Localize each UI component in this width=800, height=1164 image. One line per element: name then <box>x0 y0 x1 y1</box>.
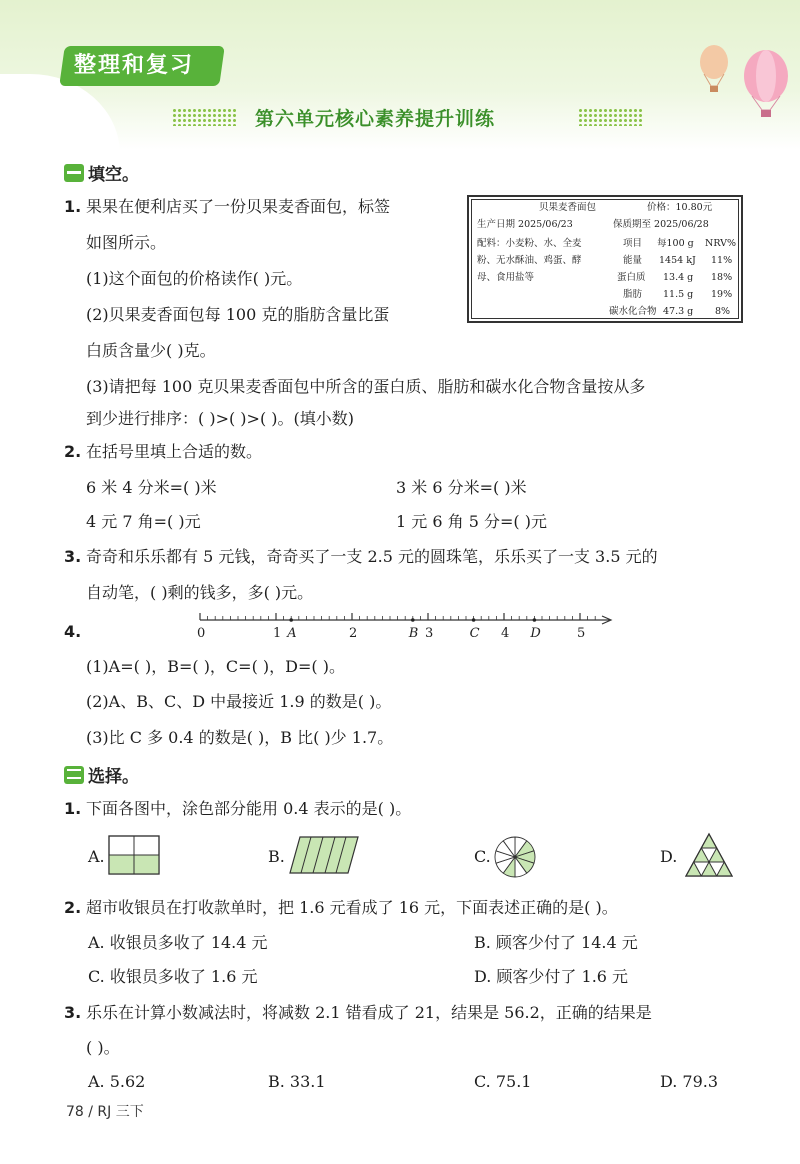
label-ingredients-3: 母、食用盐等 <box>477 272 535 283</box>
label-price: 价格：10.80元 <box>647 202 713 213</box>
number-line-point <box>289 618 293 622</box>
number-line-tick-label: 5 <box>577 626 586 641</box>
q1-text-line2: 如图所示。 <box>86 233 167 252</box>
q1-sub1: (1)这个面包的价格读作( )元。 <box>86 269 303 288</box>
number-line-tick-label: 0 <box>197 626 206 641</box>
option-d-label: D. <box>660 847 678 866</box>
label-row-per: 13.4 g <box>663 272 694 283</box>
number-line-point <box>533 618 537 622</box>
q4-number: 4. <box>64 622 82 641</box>
option-d-figure[interactable] <box>684 832 734 878</box>
label-row-nrv: 19% <box>711 289 733 300</box>
number-line-point-label: D <box>530 626 541 641</box>
q2-item-c: 4 元 7 角=( )元 <box>86 512 201 531</box>
label-row-nrv: 18% <box>711 272 733 283</box>
label-ingredients-2: 粉、无水酥油、鸡蛋、酵 <box>477 255 582 266</box>
number-line <box>190 606 620 646</box>
label-row-per: 1454 kJ <box>659 255 696 266</box>
label-row-per: 47.3 g <box>663 306 694 317</box>
option-b-figure[interactable] <box>288 835 360 877</box>
label-col-nrv: NRV% <box>705 238 737 249</box>
number-line-tick-label: 2 <box>349 626 358 641</box>
label-row-item: 能量 <box>623 255 643 266</box>
s2-q3-option-a[interactable]: A. 5.62 <box>88 1072 146 1091</box>
q2-item-b: 3 米 6 分米=( )米 <box>396 478 527 497</box>
s2-q3-option-c[interactable]: C. 75.1 <box>474 1072 532 1091</box>
title-dots-right <box>578 108 642 126</box>
q1-number: 1. <box>64 197 82 216</box>
s2-q3-number: 3. <box>64 1003 82 1022</box>
label-col-per100g: 每100 g <box>657 238 694 249</box>
q3-text-line2: 自动笔，( )剩的钱多，多( )元。 <box>86 583 314 602</box>
s2-q2-option-a[interactable]: A. 收银员多收了 14.4 元 <box>88 933 268 952</box>
number-line-tick-label: 3 <box>425 626 434 641</box>
q4-sub2: (2)A、B、C、D 中最接近 1.9 的数是( )。 <box>86 692 392 711</box>
title-dots-left <box>172 108 236 126</box>
s2-q1-number: 1. <box>64 799 82 818</box>
q4-sub1: (1)A=( )，B=( )，C=( )，D=( )。 <box>86 657 345 676</box>
s2-q2-option-c[interactable]: C. 收银员多收了 1.6 元 <box>88 967 258 986</box>
page-title: 第六单元核心素养提升训练 <box>255 108 496 130</box>
label-row-item: 脂肪 <box>623 289 643 300</box>
nutrition-label <box>467 195 743 323</box>
s2-q3-option-b[interactable]: B. 33.1 <box>268 1072 326 1091</box>
header-tab-label: 整理和复习 <box>74 53 195 78</box>
s2-q3-text-line2: ( )。 <box>86 1038 120 1057</box>
s2-q3-option-d[interactable]: D. 79.3 <box>660 1072 719 1091</box>
option-a-figure[interactable] <box>108 835 162 877</box>
q1-sub3-line2: 到少进行排序：( )>( )>( )。(填小数) <box>86 409 355 428</box>
number-line-point <box>411 618 415 622</box>
label-row-nrv: 8% <box>715 306 731 317</box>
label-best-before: 保质期至 2025/06/28 <box>613 219 709 230</box>
s2-q1-text: 下面各图中，涂色部分能用 0.4 表示的是( )。 <box>86 799 412 818</box>
number-line-tick-label: 4 <box>501 626 510 641</box>
q2-number: 2. <box>64 442 82 461</box>
number-line-point-label: A <box>287 626 297 641</box>
balloon-icon <box>690 40 790 120</box>
label-ingredients-1: 配料：小麦粉、水、全麦 <box>477 238 582 249</box>
s2-q3-text-line1: 乐乐在计算小数减法时，将减数 2.1 错看成了 21，结果是 56.2，正确的结果是 <box>86 1003 652 1022</box>
q4-sub3: (3)比 C 多 0.4 的数是( )，B 比( )少 1.7。 <box>86 728 394 747</box>
q1-text-line1: 果果在便利店买了一份贝果麦香面包，标签 <box>86 197 391 216</box>
option-a-label: A. <box>88 847 105 866</box>
q3-text-line1: 奇奇和乐乐都有 5 元钱，奇奇买了一支 2.5 元的圆珠笔，乐乐买了一支 3.5 元的 <box>86 547 658 566</box>
number-line-tick-label: 1 <box>273 626 282 641</box>
q2-item-d: 1 元 6 角 5 分=( )元 <box>396 512 547 531</box>
number-line-point-label: C <box>469 626 480 641</box>
q2-item-a: 6 米 4 分米=( )米 <box>86 478 217 497</box>
label-col-item: 项目 <box>623 238 643 249</box>
label-row-per: 11.5 g <box>663 289 694 300</box>
q1-sub2-line1: (2)贝果麦香面包每 100 克的脂肪含量比蛋 <box>86 305 390 324</box>
s2-q2-option-b[interactable]: B. 顾客少付了 14.4 元 <box>474 933 638 952</box>
section-two-icon <box>64 766 84 784</box>
option-c-figure[interactable] <box>492 834 538 880</box>
label-production-date: 生产日期 2025/06/23 <box>477 219 573 230</box>
section-two-title: 选择。 <box>88 767 139 787</box>
label-product-name: 贝果麦香面包 <box>539 202 597 213</box>
s2-q2-number: 2. <box>64 898 82 917</box>
option-c-label: C. <box>474 847 491 866</box>
section-one-title: 填空。 <box>88 165 139 185</box>
label-row-item: 碳水化合物 <box>609 306 657 317</box>
option-b-label: B. <box>268 847 285 866</box>
page-number: 78 / RJ 三下 <box>66 1104 144 1120</box>
label-row-item: 蛋白质 <box>617 272 646 283</box>
q1-sub3-line1: (3)请把每 100 克贝果麦香面包中所含的蛋白质、脂肪和碳水化合物含量按从多 <box>86 377 646 396</box>
s2-q2-text: 超市收银员在打收款单时，把 1.6 元看成了 16 元，下面表述正确的是( )。 <box>86 898 618 917</box>
q3-number: 3. <box>64 547 82 566</box>
q1-sub2-line2: 白质含量少( )克。 <box>86 341 216 360</box>
section-one-icon <box>64 164 84 182</box>
label-row-nrv: 11% <box>711 255 733 266</box>
q2-text: 在括号里填上合适的数。 <box>86 442 263 461</box>
s2-q2-option-d[interactable]: D. 顾客少付了 1.6 元 <box>474 967 629 986</box>
number-line-point-label: B <box>408 626 419 641</box>
number-line-point <box>472 618 476 622</box>
